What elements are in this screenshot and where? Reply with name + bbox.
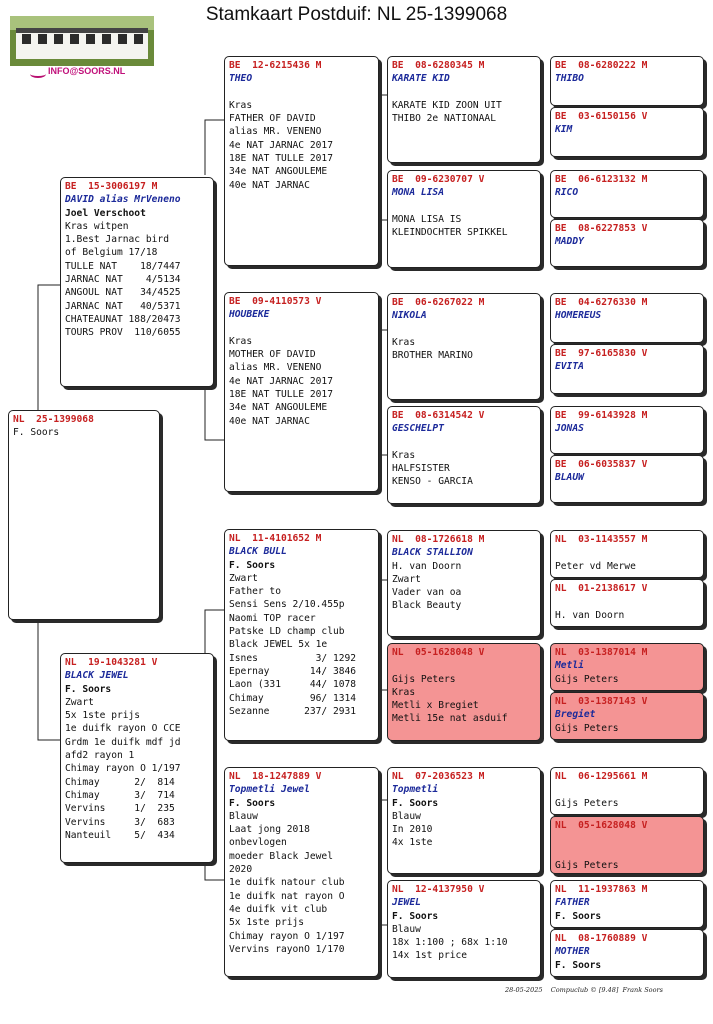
owner-name: Gijs Peters	[392, 673, 456, 685]
info-line: Vervins rayonO 1/170	[229, 943, 345, 955]
info-line: 1e duifk natour club	[229, 877, 345, 889]
info-line: Sensi Sens 2/10.455p	[229, 599, 345, 611]
ring-number: BE 06-6123132 M	[555, 174, 648, 185]
pigeon-card-g5[interactable]	[550, 293, 704, 343]
info-line: HALFSISTER	[392, 463, 450, 475]
pigeon-card-g6[interactable]	[550, 344, 704, 394]
pigeon-card-g9[interactable]	[550, 530, 704, 578]
info-line: 34e NAT ANGOULEME	[229, 166, 328, 178]
info-line: CHATEAUNAT 188/20473	[65, 313, 181, 325]
info-line: Kras	[392, 449, 416, 461]
info-line: Epernay 14/ 3846	[229, 665, 357, 677]
info-line: Blauw	[392, 923, 421, 935]
info-line: KENSO - GARCIA	[392, 476, 473, 488]
owner-name: F. Soors	[229, 559, 276, 571]
info-line	[555, 832, 699, 845]
info-line: 18x 1:100 ; 68x 1:10	[392, 937, 508, 949]
owner-name: Joel Verschoot	[65, 207, 146, 219]
pigeon-card-ffm[interactable]	[387, 170, 541, 268]
info-line: 2020	[229, 864, 253, 876]
ring-number: NL 11-1937863 M	[555, 884, 648, 895]
ring-number: NL 08-1760889 V	[555, 933, 648, 944]
ring-number: NL 08-1726618 M	[392, 534, 485, 545]
pigeon-name: Topmetli	[392, 784, 439, 796]
pigeon-name: HOMEREUS	[555, 310, 602, 322]
info-line: Patske LD champ club	[229, 626, 345, 638]
info-line	[555, 546, 699, 559]
info-line: Blauw	[392, 810, 421, 822]
pigeon-name: BLACK BULL	[229, 546, 287, 558]
info-line: Vervins 1/ 235	[65, 803, 175, 815]
info-line: Kras witpen	[65, 220, 129, 232]
owner-name: Gijs Peters	[555, 722, 619, 734]
pigeon-name: EVITA	[555, 361, 584, 373]
pigeon-name: NIKOLA	[392, 310, 427, 322]
pigeon-card-g12[interactable]	[550, 692, 704, 740]
ring-number: BE 15-3006197 M	[65, 181, 158, 192]
ring-number: NL 11-4101652 M	[229, 533, 322, 544]
owner-name: F. Soors	[392, 910, 439, 922]
info-line: In 2010	[392, 824, 433, 836]
pigeon-name: MOTHER	[555, 946, 590, 958]
info-line: Chimay 3/ 714	[65, 789, 175, 801]
ring-number: NL 05-1628048 V	[555, 820, 648, 831]
ring-number: BE 06-6267022 M	[392, 297, 485, 308]
ring-number: BE 08-6227853 V	[555, 223, 648, 234]
pigeon-card-g8[interactable]	[550, 455, 704, 503]
info-line: Kras	[392, 686, 416, 698]
info-line: Kras	[229, 99, 253, 111]
info-line: KARATE KID ZOON UIT	[392, 99, 502, 111]
ring-number: BE 12-6215436 M	[229, 60, 322, 71]
pigeon-card-g7[interactable]	[550, 406, 704, 454]
ring-number: BE 08-6280345 M	[392, 60, 485, 71]
pigeon-name: Topmetli Jewel	[229, 784, 310, 796]
pigeon-name: KARATE KID	[392, 73, 450, 85]
pigeon-name: JONAS	[555, 423, 584, 435]
info-line	[555, 783, 699, 796]
footer-credits: 28-05-2025 Compuclub © [9.48] Frank Soors	[505, 986, 663, 994]
pigeon-name: MADDY	[555, 236, 584, 248]
owner-name: F. Soors	[392, 797, 439, 809]
pigeon-name: HOUBEKE	[229, 309, 270, 321]
info-line: Sezanne 237/ 2931	[229, 705, 357, 717]
info-line: alias MR. VENENO	[229, 126, 322, 138]
info-line: Chimay 96/ 1314	[229, 692, 357, 704]
pigeon-card-g16[interactable]	[550, 929, 704, 977]
info-line	[229, 86, 374, 99]
pigeon-name: DAVID alias MrVeneno	[65, 194, 181, 206]
info-line: Chimay rayon O 1/197	[229, 930, 345, 942]
info-line: Zwart	[392, 573, 421, 585]
info-line: JARNAC NAT 4/5134	[65, 274, 181, 286]
info-line: Naomi TOP racer	[229, 612, 316, 624]
info-line: TOURS PROV 110/6055	[65, 327, 181, 339]
info-line: Nanteuil 5/ 434	[65, 829, 175, 841]
email-link[interactable]: INFO@SOORS.NL	[48, 66, 126, 76]
info-line: 5x 1ste prijs	[229, 917, 305, 929]
info-line: 40e NAT JARNAC	[229, 415, 310, 427]
pigeon-name: MONA LISA	[392, 187, 444, 199]
info-line	[392, 323, 536, 336]
info-line: BROTHER MARINO	[392, 350, 473, 362]
pigeon-name: BLACK JEWEL	[65, 670, 129, 682]
info-line: Zwart	[65, 696, 94, 708]
pigeon-card-g13[interactable]	[550, 767, 704, 815]
pigeon-name: Bregiet	[555, 709, 596, 721]
owner-name: F. Soors	[555, 959, 602, 971]
info-line: 4e NAT JARNAC 2017	[229, 375, 333, 387]
pigeon-card-mfm[interactable]	[387, 643, 541, 741]
info-line: 1e duifk nat rayon O	[229, 890, 345, 902]
info-line: Black Beauty	[392, 600, 462, 612]
pigeon-name: BLAUW	[555, 472, 584, 484]
info-line: 1.Best Jarnac bird	[65, 234, 169, 246]
ring-number: NL 03-1143557 M	[555, 534, 648, 545]
pigeon-card-mother[interactable]	[60, 653, 214, 863]
pigeon-name: BLACK STALLION	[392, 547, 473, 559]
pigeon-name: FATHER	[555, 897, 590, 909]
pigeon-card-g10[interactable]	[550, 579, 704, 627]
info-line: onbevlogen	[229, 837, 287, 849]
info-line	[392, 659, 536, 672]
info-line: moeder Black Jewel	[229, 850, 333, 862]
pigeon-card-g15[interactable]	[550, 880, 704, 928]
owner-name: F. Soors	[13, 427, 60, 439]
info-line: MONA LISA IS	[392, 213, 462, 225]
owner-name: Gijs Peters	[555, 797, 619, 809]
info-line	[555, 846, 699, 859]
ring-number: NL 05-1628048 V	[392, 647, 485, 658]
pigeon-card-fmf[interactable]	[387, 293, 541, 400]
info-line: Father to	[229, 586, 281, 598]
info-line: 40e NAT JARNAC	[229, 179, 310, 191]
pigeon-name: RICO	[555, 187, 579, 199]
ring-number: NL 18-1247889 V	[229, 771, 322, 782]
owner-name: Gijs Peters	[555, 859, 619, 871]
info-line: Zwart	[229, 572, 258, 584]
info-line: KLEINDOCHTER SPIKKEL	[392, 227, 508, 239]
owner-name: Peter vd Merwe	[555, 560, 636, 572]
info-line	[392, 436, 536, 449]
info-line: ANGOUL NAT 34/4525	[65, 287, 181, 299]
pigeon-card-g4[interactable]	[550, 219, 704, 267]
pigeon-card-ff[interactable]	[224, 56, 379, 266]
ring-number: BE 04-6276330 M	[555, 297, 648, 308]
pigeon-card-g11[interactable]	[550, 643, 704, 691]
info-line	[555, 595, 699, 608]
info-line: 1e duifk rayon O CCE	[65, 723, 181, 735]
pigeon-name: THIBO	[555, 73, 584, 85]
info-line: Laat jong 2018	[229, 824, 310, 836]
ring-number: BE 08-6280222 M	[555, 60, 648, 71]
info-line: Chimay rayon O 1/197	[65, 763, 181, 775]
pigeon-card-mff[interactable]	[387, 530, 541, 637]
info-line: Isnes 3/ 1292	[229, 652, 357, 664]
pigeon-swoosh-icon	[30, 70, 46, 78]
owner-name: F. Soors	[65, 683, 112, 695]
pigeon-name: KIM	[555, 124, 573, 136]
info-line: 4e duifk vit club	[229, 903, 328, 915]
loft-logo-image	[10, 16, 154, 66]
info-line: Blauw	[229, 810, 258, 822]
ring-number: NL 19-1043281 V	[65, 657, 158, 668]
info-line: Grdm 1e duifk mdf jd	[65, 736, 181, 748]
pigeon-name: Metli	[555, 660, 584, 672]
pigeon-name: THEO	[229, 73, 253, 85]
ring-number: BE 08-6314542 V	[392, 410, 485, 421]
ring-number: NL 25-1399068	[13, 414, 94, 425]
info-line: THIBO 2e NATIONAAL	[392, 113, 496, 125]
pigeon-name: GESCHELPT	[392, 423, 444, 435]
ring-number: NL 06-1295661 M	[555, 771, 648, 782]
pigeon-card-fff[interactable]	[387, 56, 541, 163]
ring-number: BE 06-6035837 V	[555, 459, 648, 470]
ring-number: BE 03-6150156 V	[555, 111, 648, 122]
info-line: Black JEWEL 5x 1e	[229, 639, 328, 651]
info-line	[229, 322, 374, 335]
pigeon-card-mmm[interactable]	[387, 880, 541, 978]
pigeon-card-fm[interactable]	[224, 292, 379, 492]
ring-number: NL 07-2036523 M	[392, 771, 485, 782]
info-line: 5x 1ste prijs	[65, 710, 141, 722]
pigeon-card-subject[interactable]	[8, 410, 160, 620]
info-line	[392, 200, 536, 213]
info-line: 18E NAT TULLE 2017	[229, 153, 333, 165]
info-line	[392, 86, 536, 99]
info-line: alias MR. VENENO	[229, 362, 322, 374]
ring-number: NL 03-1387143 V	[555, 696, 648, 707]
info-line: Metli x Bregiet	[392, 700, 479, 712]
info-line: of Belgium 17/18	[65, 247, 158, 259]
ring-number: NL 01-2138617 V	[555, 583, 648, 594]
pigeon-card-g3[interactable]	[550, 170, 704, 218]
info-line: Vader van oa	[392, 587, 462, 599]
info-line: JARNAC NAT 40/5371	[65, 300, 181, 312]
info-line: MOTHER OF DAVID	[229, 349, 316, 361]
info-line: FATHER OF DAVID	[229, 113, 316, 125]
ring-number: BE 97-6165830 V	[555, 348, 648, 359]
pigeon-card-mm[interactable]	[224, 767, 379, 977]
owner-name: Gijs Peters	[555, 673, 619, 685]
owner-name: H. van Doorn	[555, 609, 625, 621]
owner-name: F. Soors	[555, 910, 602, 922]
info-line: TULLE NAT 18/7447	[65, 260, 181, 272]
info-line: 4x 1ste	[392, 837, 433, 849]
info-line: Chimay 2/ 814	[65, 776, 175, 788]
pigeon-card-mf[interactable]	[224, 529, 379, 741]
ring-number: BE 99-6143928 M	[555, 410, 648, 421]
pigeon-card-g14[interactable]	[550, 816, 704, 874]
info-line: 18E NAT TULLE 2017	[229, 389, 333, 401]
page-title: Stamkaart Postduif: NL 25-1399068	[205, 4, 508, 25]
pigeon-card-g2[interactable]	[550, 107, 704, 157]
pigeon-card-mmf[interactable]	[387, 767, 541, 874]
pigeon-name: JEWEL	[392, 897, 421, 909]
info-line: Vervins 3/ 683	[65, 816, 175, 828]
info-line: Laon (331 44/ 1078	[229, 679, 357, 691]
ring-number: NL 03-1387014 M	[555, 647, 648, 658]
owner-name: H. van Doorn	[392, 560, 462, 572]
pigeon-card-g1[interactable]	[550, 56, 704, 106]
info-line: Metli 15e nat asduif	[392, 713, 508, 725]
info-line: 4e NAT JARNAC 2017	[229, 139, 333, 151]
info-line: 34e NAT ANGOULEME	[229, 402, 328, 414]
ring-number: NL 12-4137950 V	[392, 884, 485, 895]
info-line: afd2 rayon 1	[65, 750, 135, 762]
info-line: Kras	[229, 335, 253, 347]
ring-number: BE 09-4110573 V	[229, 296, 322, 307]
info-line: Kras	[392, 336, 416, 348]
pigeon-card-father[interactable]	[60, 177, 214, 387]
owner-name: F. Soors	[229, 797, 276, 809]
ring-number: BE 09-6230707 V	[392, 174, 485, 185]
info-line: 14x 1st price	[392, 950, 468, 962]
pigeon-card-fmm[interactable]	[387, 406, 541, 504]
